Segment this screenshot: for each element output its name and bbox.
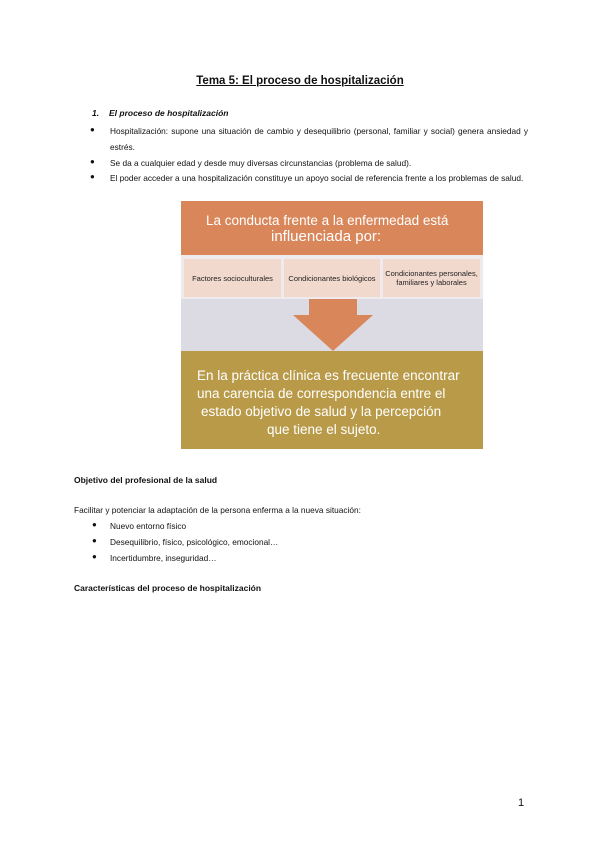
- list-item: [92, 537, 278, 547]
- factor-cell: [184, 259, 281, 297]
- characteristics-heading: Características del proceso de hospitalización: [74, 583, 262, 593]
- list-item-text: Se da a cualquier edad y desde muy diversas circunstancias (problema de salud).: [110, 158, 412, 168]
- page-number: 1: [518, 797, 525, 809]
- bullet-icon: ●: [90, 172, 95, 181]
- bullet-icon: ●: [90, 125, 95, 134]
- diagram-header-line-2: influenciada por:: [271, 228, 382, 245]
- list-item: [92, 521, 186, 531]
- list-item: [90, 155, 528, 171]
- conclusion-line: En la práctica clínica es frecuente encontrar: [197, 368, 460, 383]
- list-item-text: Incertidumbre, inseguridad…: [110, 553, 217, 563]
- diagram-header-line-1: La conducta frente a la enfermedad está: [206, 213, 449, 228]
- factor-label: Condicionantes personales, familiares y laborales: [385, 269, 478, 287]
- section-heading-text: El proceso de hospitalización: [109, 108, 229, 118]
- page-title: Tema 5: El proceso de hospitalización: [196, 75, 404, 87]
- conclusion-box: [181, 351, 483, 449]
- bullet-icon: ●: [90, 157, 95, 166]
- factor-cell: [383, 259, 480, 297]
- factor-cell: [284, 259, 380, 297]
- factor-label: Condicionantes biológicos: [288, 273, 376, 283]
- section-heading: [92, 108, 229, 118]
- conclusion-line: estado objetivo de salud y la percepción: [201, 404, 442, 419]
- factor-label: Factores socioculturales: [192, 273, 273, 283]
- diagram-header: [181, 201, 483, 255]
- objective-intro: Facilitar y potenciar la adaptación de la persona enferma a la nueva situación:: [74, 505, 361, 515]
- objective-heading: Objetivo del profesional de la salud: [74, 475, 218, 485]
- list-item: [90, 123, 528, 155]
- bullet-icon: ●: [92, 536, 97, 545]
- influence-diagram: [181, 201, 483, 449]
- conclusion-line: una carencia de correspondencia entre el: [197, 386, 446, 401]
- list-item-text: El poder acceder a una hospitalización constituye un apoyo social de referencia frente a los problemas de salud.: [110, 173, 524, 183]
- list-item: [90, 170, 528, 186]
- conclusion-line: que tiene el sujeto.: [267, 422, 381, 437]
- list-item-text: Nuevo entorno físico: [110, 521, 187, 531]
- list-item: [92, 553, 217, 563]
- list-item-text: Hospitalización: supone una situación de cambio y desequilibrio (personal, familiar y social) genera ansiedad y estrés.: [110, 126, 528, 152]
- section-number: 1.: [92, 108, 100, 118]
- bullet-icon: ●: [92, 520, 97, 529]
- list-item-text: Desequilibrio, físico, psicológico, emocional…: [110, 537, 279, 547]
- bullet-icon: ●: [92, 552, 97, 561]
- down-arrow-icon: [293, 299, 373, 351]
